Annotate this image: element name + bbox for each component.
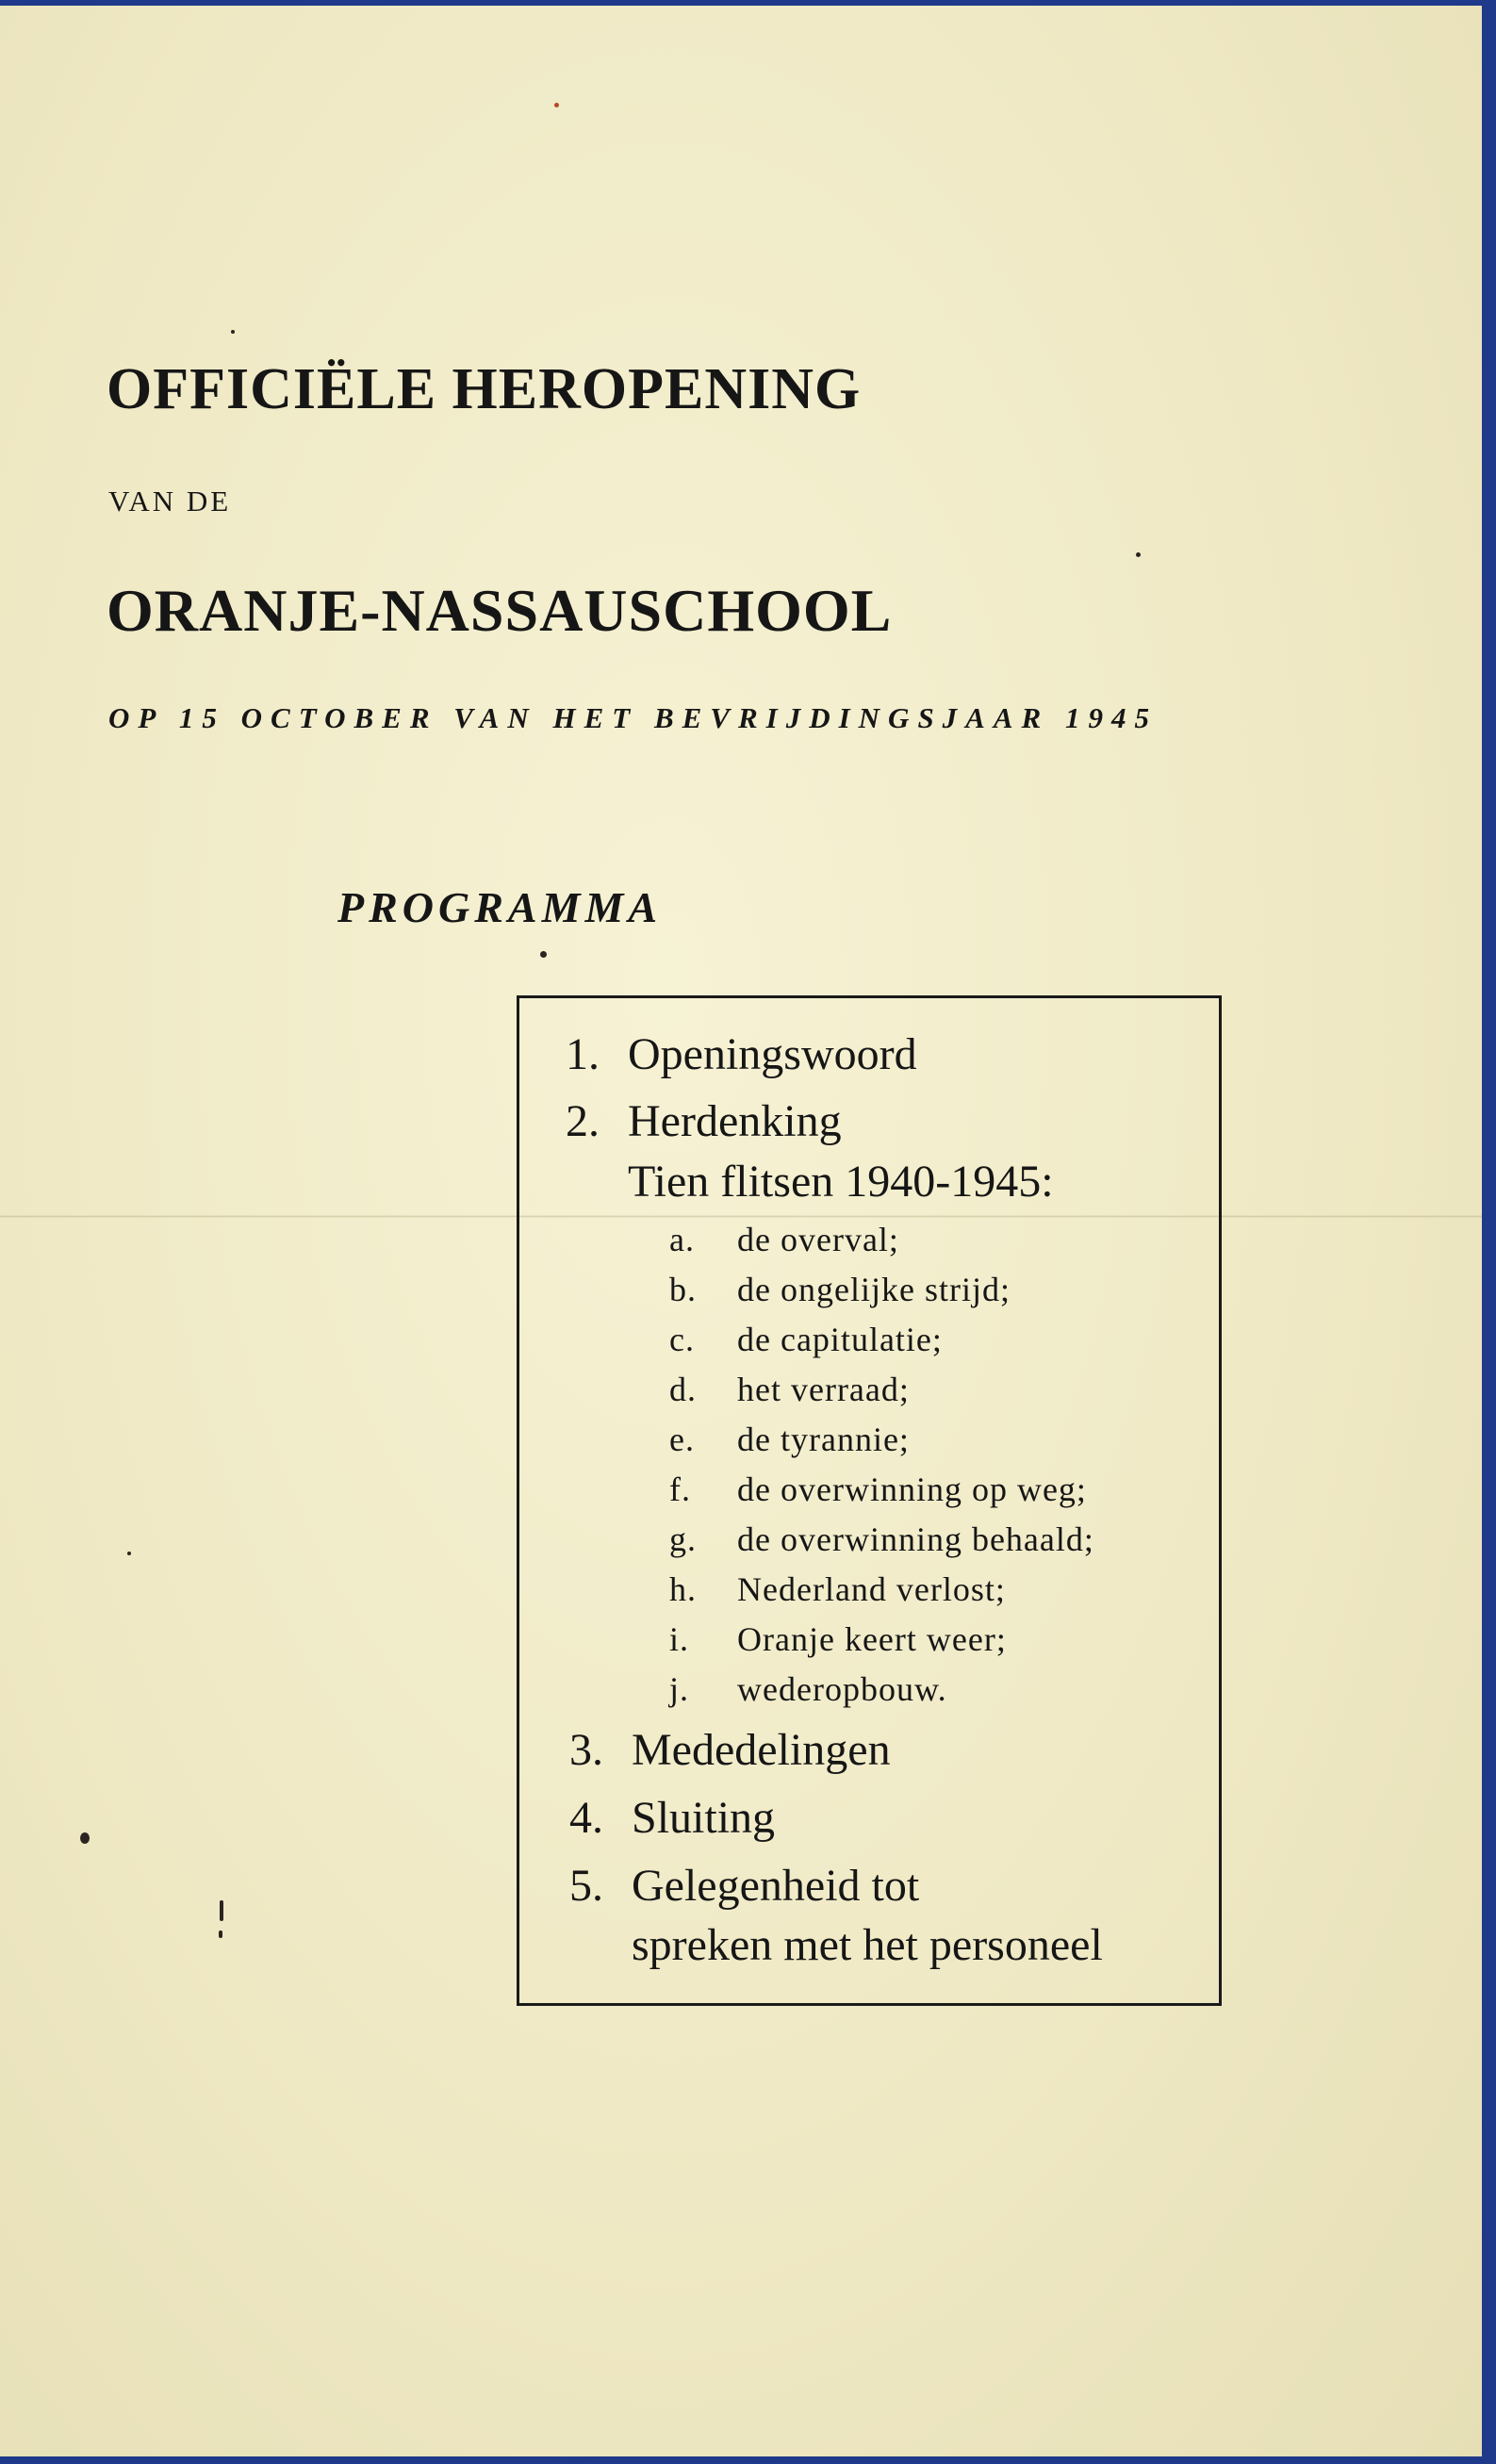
flits-label: het verraad; [737, 1371, 910, 1408]
flits-item-a [669, 1220, 899, 1259]
program-item-label: Sluiting [632, 1793, 776, 1843]
flits-label: Oranje keert weer; [737, 1620, 1007, 1658]
flits-item-j [669, 1669, 947, 1709]
flits-item-h [669, 1569, 1006, 1609]
program-item-2-subtitle [628, 1156, 1054, 1207]
program-item-3 [569, 1724, 891, 1776]
program-item-label: Mededelingen [632, 1725, 891, 1775]
program-item-number: 5. [569, 1861, 603, 1911]
date-line: OP 15 OCTOBER VAN HET BEVRIJDINGSJAAR 1945 [108, 701, 1158, 734]
program-item-number: 2. [566, 1096, 600, 1146]
paper-sheet [0, 6, 1482, 2456]
flits-item-g [669, 1519, 1094, 1559]
program-item-label: Openingswoord [628, 1029, 917, 1079]
title-van-de: VAN DE [108, 485, 232, 517]
program-item-label: Gelegenheid tot [632, 1861, 920, 1911]
ink-speck [1136, 552, 1141, 557]
ink-speck [231, 330, 235, 334]
program-item-number: 3. [569, 1725, 603, 1775]
flits-letter: b. [669, 1271, 697, 1308]
flits-label: de overwinning op weg; [737, 1470, 1087, 1508]
flits-item-c [669, 1320, 943, 1359]
program-item-number: 4. [569, 1793, 603, 1843]
flits-letter: g. [669, 1520, 697, 1558]
program-item-5 [569, 1860, 919, 1912]
ink-speck [127, 1552, 131, 1555]
program-heading: PROGRAMMA [337, 883, 663, 931]
ink-speck [554, 103, 559, 107]
title-school-name: ORANJE-NASSAUSCHOOL [107, 577, 893, 644]
program-item-label: spreken met het personeel [632, 1920, 1103, 1970]
title-officiele-heropening: OFFICIËLE HEROPENING [107, 357, 862, 421]
ink-speck [540, 951, 547, 958]
program-item-label: Tien flitsen 1940-1945: [628, 1157, 1054, 1207]
flits-letter: f. [669, 1470, 691, 1508]
flits-item-f [669, 1470, 1087, 1509]
program-item-5-continued [632, 1919, 1103, 1971]
program-item-number: 1. [566, 1029, 600, 1079]
flits-label: de capitulatie; [737, 1321, 943, 1358]
flits-label: de ongelijke strijd; [737, 1271, 1011, 1308]
flits-item-i [669, 1619, 1007, 1659]
flits-label: de overval; [737, 1221, 899, 1258]
program-item-label: Herdenking [628, 1096, 842, 1146]
ink-speck [80, 1832, 90, 1844]
flits-item-b [669, 1270, 1011, 1309]
flits-item-e [669, 1420, 910, 1459]
flits-label: de tyrannie; [737, 1421, 910, 1458]
flits-label: de overwinning behaald; [737, 1520, 1094, 1558]
flits-letter: c. [669, 1321, 695, 1358]
flits-letter: j. [669, 1670, 690, 1708]
flits-letter: d. [669, 1371, 697, 1408]
flits-letter: a. [669, 1221, 695, 1258]
flits-item-d [669, 1370, 910, 1409]
ink-speck [219, 1930, 222, 1938]
program-item-2 [566, 1095, 842, 1147]
flits-label: Nederland verlost; [737, 1570, 1006, 1608]
flits-letter: e. [669, 1421, 695, 1458]
program-item-1 [566, 1028, 917, 1080]
flits-label: wederopbouw. [737, 1670, 947, 1708]
ink-speck [220, 1900, 223, 1921]
flits-letter: h. [669, 1570, 697, 1608]
program-item-4 [569, 1792, 775, 1844]
flits-letter: i. [669, 1620, 690, 1658]
